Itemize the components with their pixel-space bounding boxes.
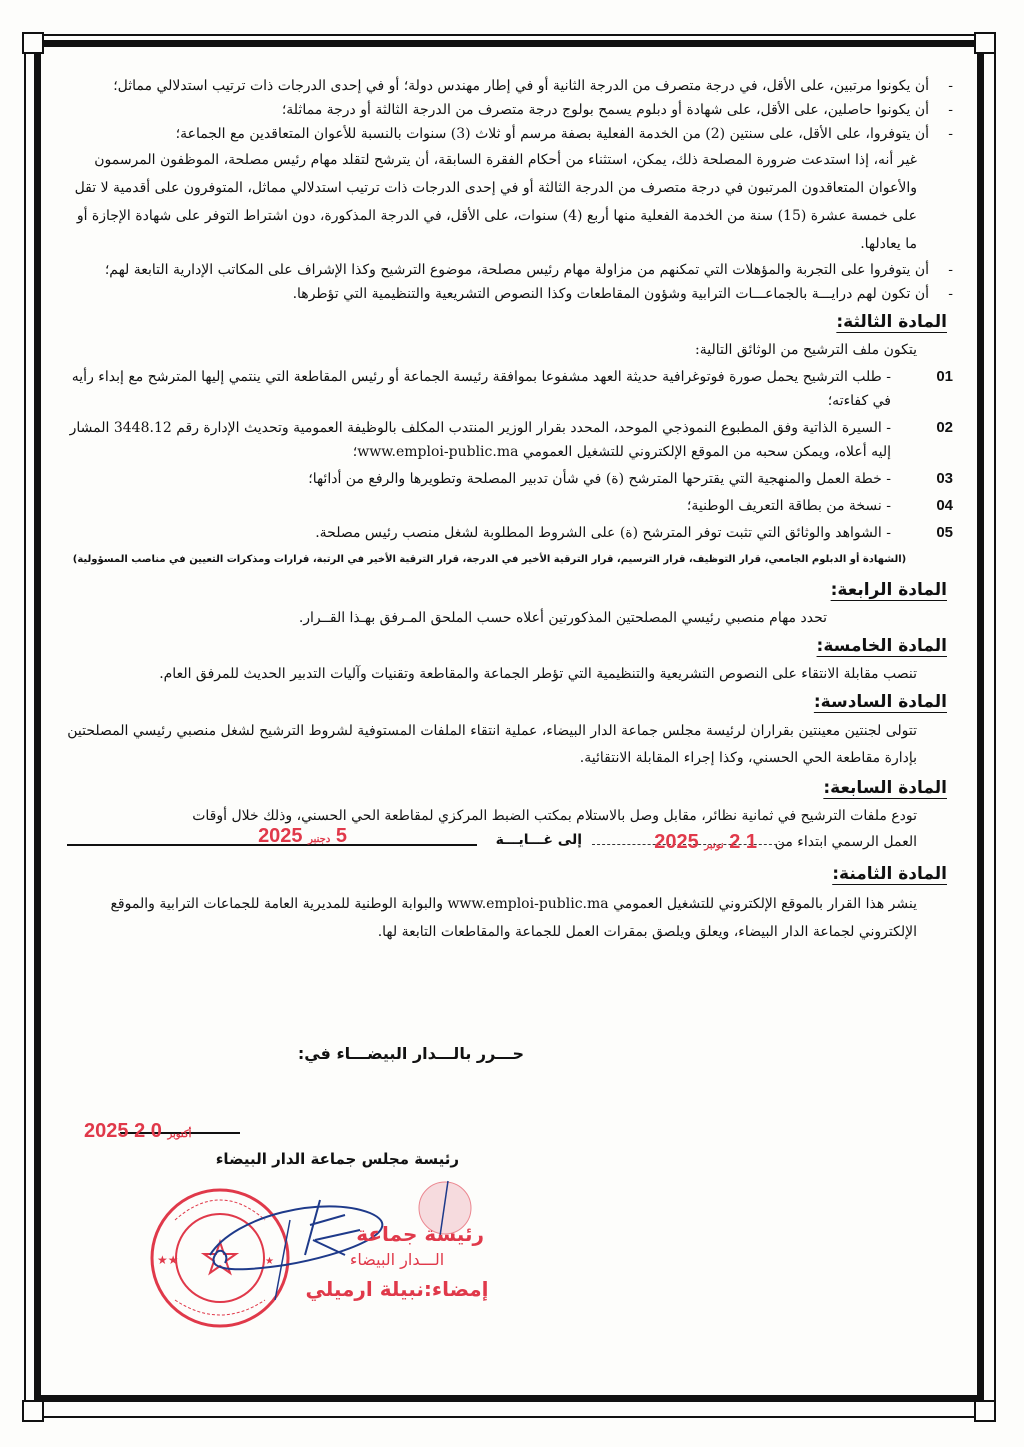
item-text: - الشواهد والوثائق التي تثبت توفر المترشح (ة) على الشروط المطلوبة لشغل منصب رئيس مصلحة. bbox=[315, 525, 891, 541]
item-number: 05 bbox=[936, 524, 953, 541]
item-number: 01 bbox=[936, 368, 953, 385]
to-label: إلى غـــايـــة bbox=[495, 832, 582, 848]
article-3-intro: يتكون ملف الترشيح من الوثائق التالية: bbox=[695, 342, 917, 358]
article-8-text bbox=[62, 890, 957, 946]
article-3-heading: المادة الثالثة: bbox=[836, 312, 947, 332]
stamp-month: دجنبر bbox=[308, 834, 331, 845]
stamp-month: أكتوبر bbox=[167, 1129, 192, 1140]
signature-stamp-line1: رئيسة جماعة bbox=[356, 1222, 484, 1246]
border-corner bbox=[22, 32, 44, 54]
emploi-public-link[interactable]: www.emploi-public.ma bbox=[357, 444, 519, 460]
end-date-stamp bbox=[258, 824, 347, 852]
article-5-text: تنصب مقابلة الانتقاء على النصوص التشريعية والتنظيمية التي تؤطر الجماعة والمقاطعة وتقنيات وآليات التدبير الحديث للمرفق العام. bbox=[159, 666, 917, 682]
item-text-end: ؛ bbox=[352, 444, 358, 460]
stamp-year: 2025 bbox=[258, 825, 303, 847]
condition-item: - أن يتوفروا على التجربة والمؤهلات التي تمكنهم من مزاولة مهام رئيس مصلحة، موضوع الترشيح وكذا الإشراف على المكاتب الإدارية التابعة لهم؛ bbox=[62, 258, 957, 282]
done-at-label: حـــرر بالـــدار البيضـــاء في: bbox=[297, 1044, 524, 1063]
article-4-heading: المادة الرابعة: bbox=[830, 580, 947, 600]
document-body bbox=[62, 74, 957, 946]
condition-item: - أن يكونوا مرتبين، على الأقل، في درجة متصرف من الدرجة الثانية أو في إطار مهندس دولة؛ أو في إحدى الدرجات ذات ترتيب استدلالي مماثل؛ bbox=[62, 74, 957, 98]
signatory-title: رئيسة مجلس جماعة الدار البيضاء bbox=[215, 1150, 459, 1168]
article-6-text: تتولى لجنتين معينتين بقراران لرئيسة مجلس جماعة الدار البيضاء، عملية انتقاء الملفات المستوفية لشروط الترشيح لشغل منصبي رئيسي المصلحتين بإدارة مقاطعة الحي الحسني، وكذا إجراء المقابلة الانتقائية. bbox=[67, 723, 917, 766]
deposit-period-line bbox=[62, 825, 957, 858]
article-7-heading: المادة السابعة: bbox=[823, 778, 947, 798]
stamp-day: 0 2 bbox=[134, 1120, 162, 1142]
stamp-year: 2025 bbox=[654, 831, 699, 853]
item-number: 02 bbox=[936, 419, 953, 436]
item-text: - السيرة الذاتية وفق المطبوع النموذجي الموحد، المحدد بقرار الوزير المنتدب المكلف بالوظيفة العمومية وتحديث الإدارة رقم 3448.12 المشار إليه أعلاه، ويمكن سحبه من الموقع الإلكتروني للتشغيل العمومي bbox=[69, 420, 891, 460]
stamp-year: 2025 bbox=[84, 1120, 129, 1142]
signature-stamp-line3: إمضاء:نبيلة ارميلي bbox=[305, 1277, 489, 1301]
article-5-heading: المادة الخامسة: bbox=[816, 636, 947, 656]
supporting-documents-note: (الشهادة أو الدبلوم الجامعي، قرار التوظيف، قرار الترسيم، قرار الترقية الأخير في الدرجة، قرار الترقية الأخير في الرتبة، قرارات ومذكرات التعيين في مناصب المسؤولية) bbox=[72, 554, 907, 565]
item-text: - طلب الترشيح يحمل صورة فوتوغرافية حديثة العهد مشفوعا بموافقة رئيسة الجماعة أو رئيس المقاطعة التي ينتمي إليها المترشح مع إبداء رأيه في كفاءته؛ bbox=[71, 369, 891, 409]
item-number: 04 bbox=[936, 497, 953, 514]
document-list-item bbox=[62, 416, 957, 464]
condition-item: - أن تكون لهم درايـــة بالجماعـــات الترابية وشؤون المقاطعات وكذا النصوص التشريعية والتنظيمية التي تؤطرها. bbox=[62, 282, 957, 306]
article-6-heading: المادة السادسة: bbox=[813, 692, 947, 712]
document-list-item bbox=[62, 494, 957, 518]
svg-text:★: ★ bbox=[265, 1256, 274, 1267]
stamp-day: 5 bbox=[335, 825, 347, 847]
from-label: العمل الرسمي ابتداء من bbox=[774, 834, 917, 850]
article-8-heading: المادة الثامنة: bbox=[832, 864, 947, 884]
signature-stamp bbox=[292, 1222, 502, 1301]
document-list-item bbox=[62, 521, 957, 545]
exception-paragraph: غير أنه، إذا استدعت ضرورة المصلحة ذلك، يمكن، استثناء من أحكام الفقرة السابقة، أن يترشح لتقلد مهام رئيس مصلحة، الموظفون المرسمون والأعوان المتعاقدون المرتبون في درجة متصرف من الدرجة الثالثة أو في إحدى الدرجات ذات ترتيب استدلالي مماثل، المتوفرون على أقدمية لا تقل على خمسة عشرة (15) سنة من الخدمة الفعلية منها أربع (4) سنوات، على الأقل، في الدرجة المذكورة، دون اشتراط التوفر على شهادة الإجازة أو ما يعادلها. bbox=[74, 152, 917, 252]
stamp-day: 1 2 bbox=[729, 831, 757, 853]
start-date-stamp bbox=[654, 830, 757, 858]
condition-item: - أن يتوفروا، على الأقل، على سنتين (2) من الخدمة الفعلية بصفة مرسم أو ثلاث (3) سنوات بالنسبة للأعوان المتعاقدين مع الجماعة؛ bbox=[62, 122, 957, 146]
condition-item: - أن يكونوا حاصلين، على الأقل، على شهادة أو دبلوم يسمح بولوج درجة متصرف من الدرجة الثالثة أو درجة مماثلة؛ bbox=[62, 98, 957, 122]
svg-text:★★: ★★ bbox=[157, 1253, 179, 1267]
emploi-public-link[interactable]: www.emploi-public.ma bbox=[447, 896, 609, 912]
border-corner bbox=[974, 32, 996, 54]
document-list-item bbox=[62, 365, 957, 413]
stamp-month: نونبر bbox=[704, 840, 724, 851]
signing-date-stamp bbox=[84, 1120, 191, 1143]
signature-stamp-line2: الـــدار البيضاء bbox=[349, 1250, 445, 1269]
border-corner bbox=[974, 1400, 996, 1422]
article-7-text: تودع ملفات الترشيح في ثمانية نظائر، مقابل وصل بالاستلام بمكتب الضبط المركزي لمقاطعة الحي الحسني، وذلك خلال أوقات bbox=[192, 808, 917, 824]
done-at-line bbox=[298, 1044, 524, 1063]
article-4-text: تحدد مهام منصبي رئيسي المصلحتين المذكورتين أعلاه حسب الملحق المـرفق بهـذا القــرار. bbox=[298, 610, 827, 626]
border-corner bbox=[22, 1400, 44, 1422]
item-text: - خطة العمل والمنهجية التي يقترحها المترشح (ة) في شأن تدبير المصلحة وتطويرها والرفع من أدائها؛ bbox=[308, 471, 891, 487]
document-list-item bbox=[62, 467, 957, 491]
item-number: 03 bbox=[936, 470, 953, 487]
item-text: - نسخة من بطاقة التعريف الوطنية؛ bbox=[686, 498, 891, 514]
article-8-text-end: والبوابة الوطنية للمديرية العامة للجماعات الترابية والموقع الإلكتروني لجماعة الدار البيضاء، ويعلق ويلصق بمقرات العمل للجماعة والمقاطعات التابعة لها. bbox=[110, 896, 917, 940]
article-8-text-start: ينشر هذا القرار بالموقع الإلكتروني للتشغيل العمومي bbox=[608, 896, 917, 912]
